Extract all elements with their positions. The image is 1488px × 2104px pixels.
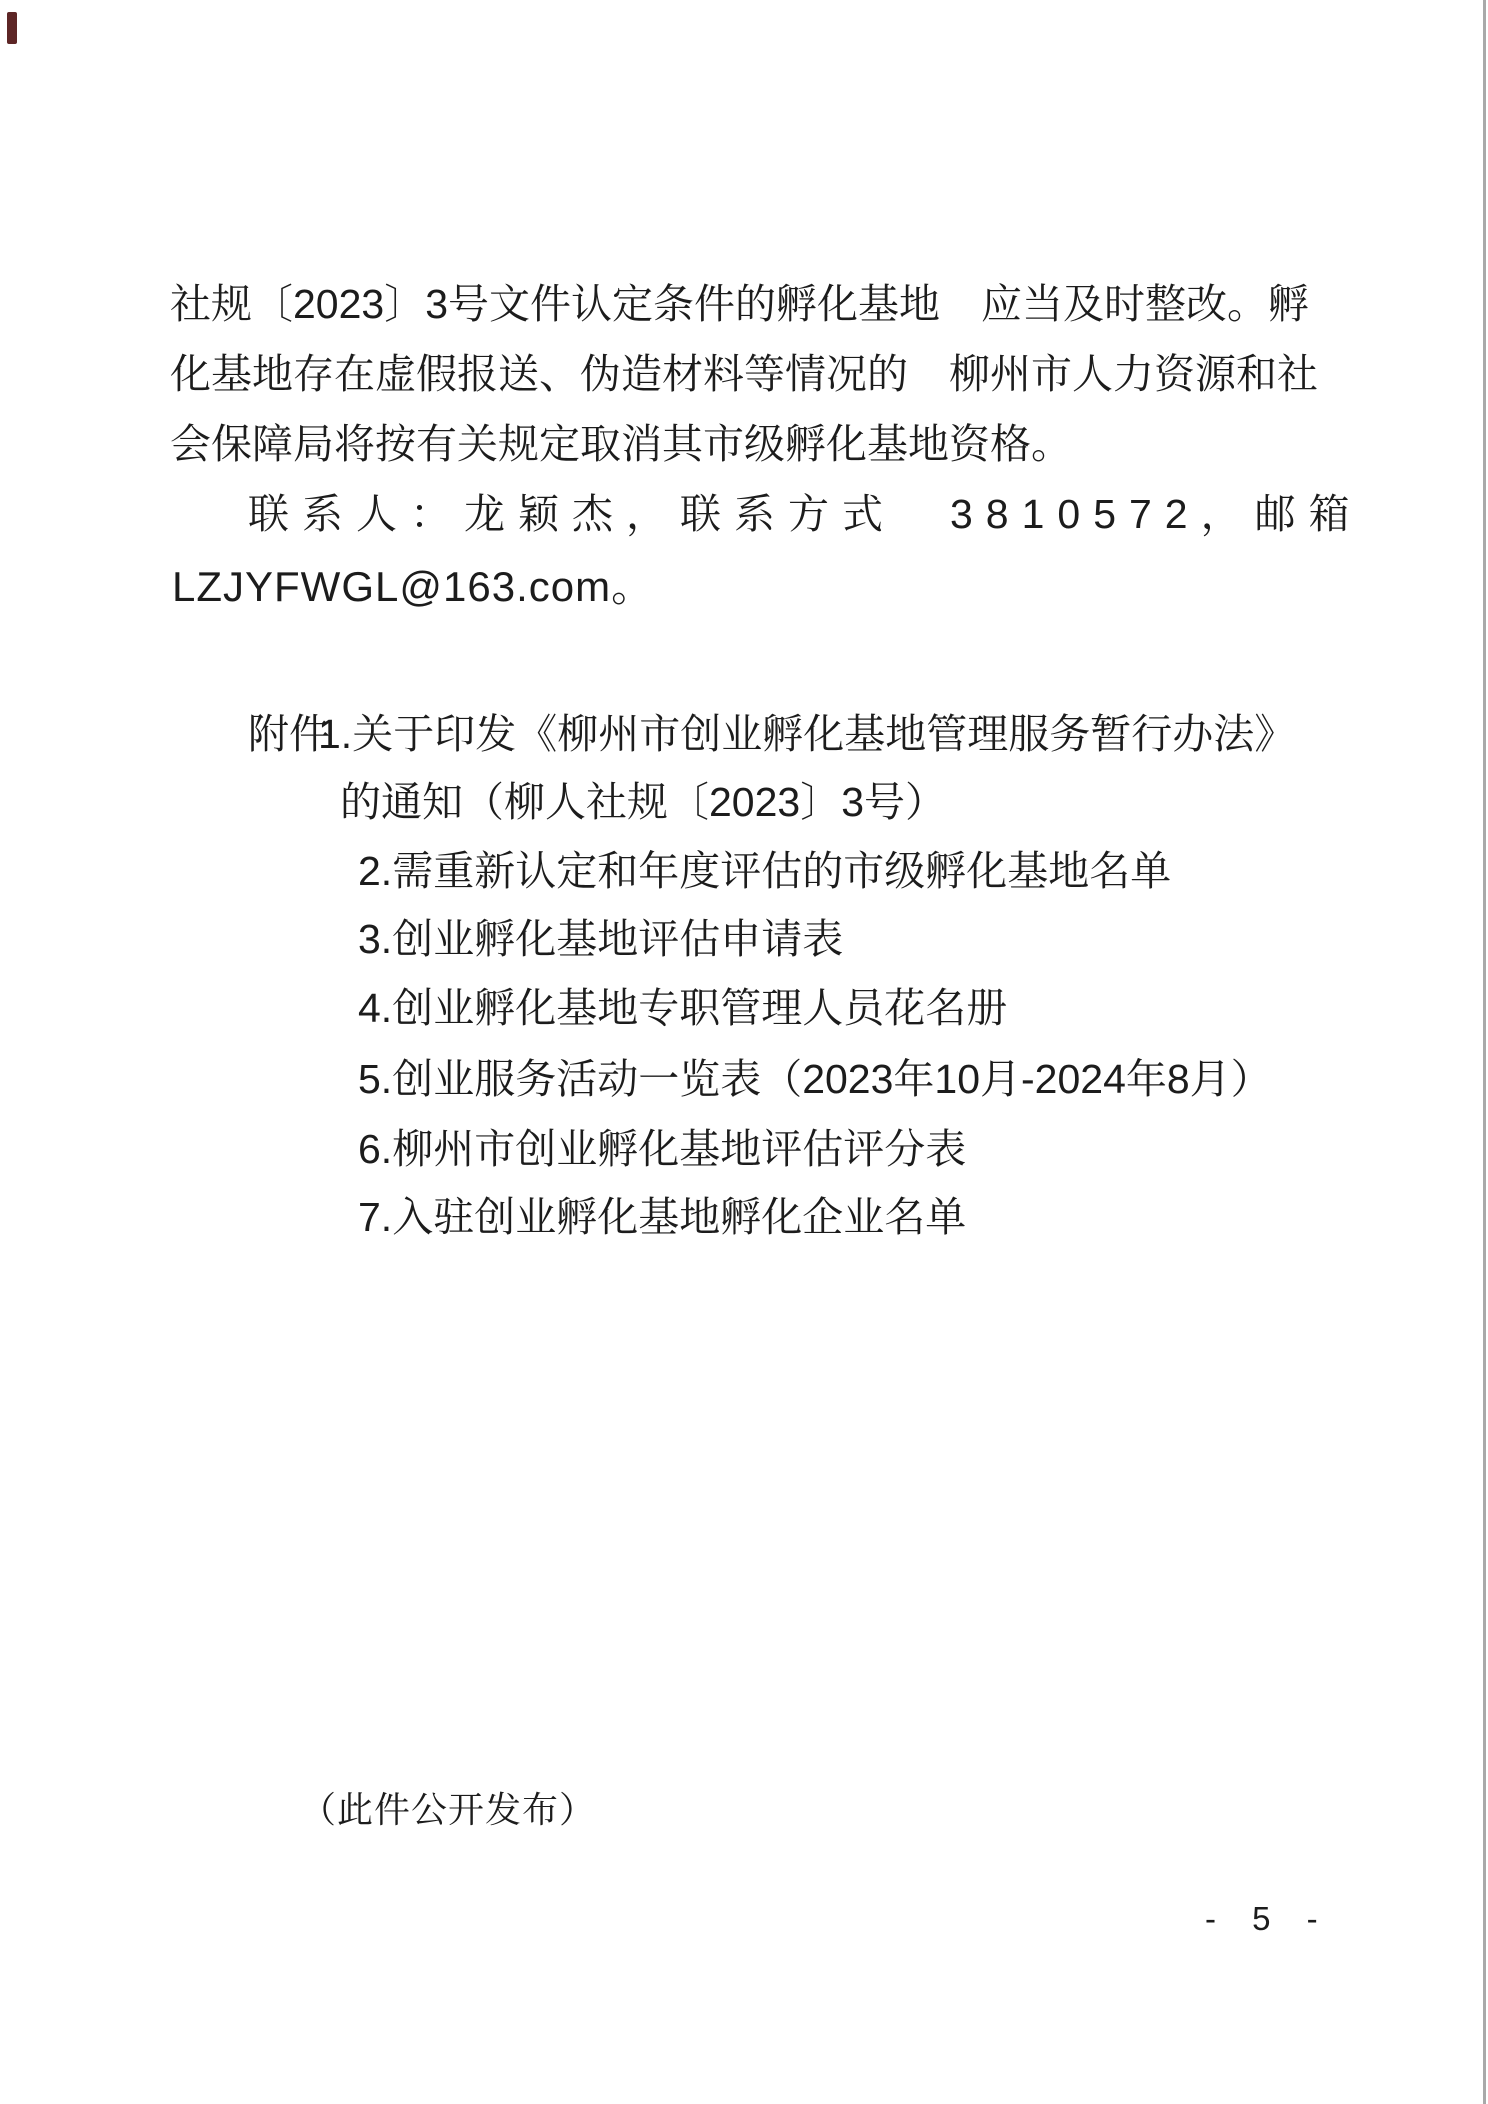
- body-paragraph-line-1: 社规〔2023〕3号文件认定条件的孵化基地 应当及时整改。孵: [170, 281, 1310, 327]
- page-number: - 5 -: [1205, 1900, 1327, 1937]
- contact-email-line: LZJYFWGL@163.com。: [172, 563, 655, 610]
- contact-info-line: 联系人：龙颖杰，联系方式 3810572，邮箱: [248, 491, 1363, 537]
- attachment-item-3: 3.创业孵化基地评估申请表: [358, 916, 844, 962]
- attachment-item-7: 7.入驻创业孵化基地孵化企业名单: [358, 1194, 967, 1240]
- attachment-item-2: 2.需重新认定和年度评估的市级孵化基地名单: [358, 848, 1172, 894]
- attachment-item-1-line-1: 1.关于印发《柳州市创业孵化基地管理服务暂行办法》: [318, 711, 1296, 757]
- body-paragraph-line-2: 化基地存在虚假报送、伪造材料等情况的 柳州市人力资源和社: [170, 351, 1318, 397]
- attachment-item-6: 6.柳州市创业孵化基地评估评分表: [358, 1126, 967, 1172]
- scan-artifact-mark: [7, 12, 17, 44]
- body-paragraph-line-3: 会保障局将按有关规定取消其市级孵化基地资格。: [170, 421, 1072, 467]
- attachment-item-5: 5.创业服务活动一览表（2023年10月-2024年8月）: [358, 1056, 1272, 1102]
- scan-edge-line: [1483, 0, 1486, 2104]
- attachment-item-1-line-2: 的通知（柳人社规〔2023〕3号）: [340, 779, 947, 825]
- public-release-note: （此件公开发布）: [300, 1789, 597, 1830]
- attachment-item-4: 4.创业孵化基地专职管理人员花名册: [358, 985, 1008, 1031]
- attachments-label: 附件: [248, 711, 330, 757]
